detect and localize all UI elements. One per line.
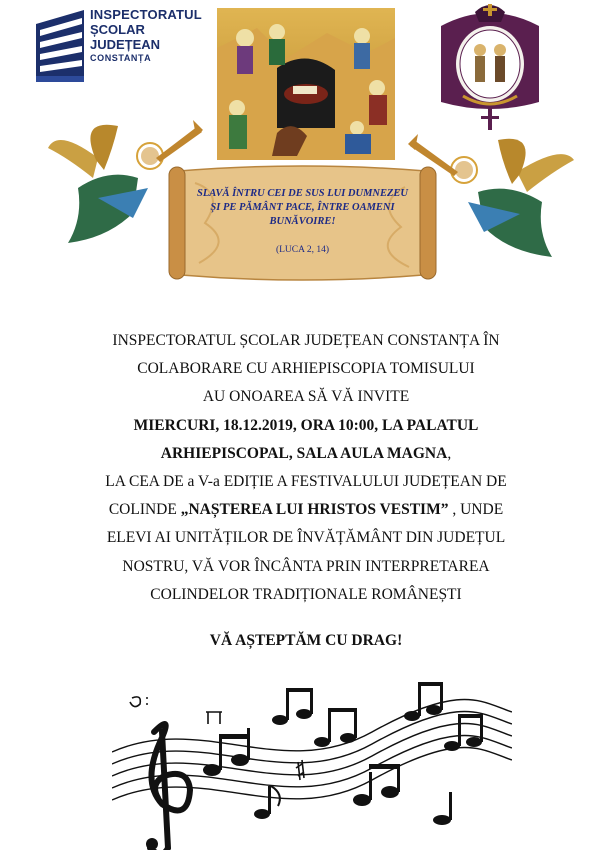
isj-logo-line2: ȘCOLAR (90, 22, 145, 37)
invitation-text (40, 327, 572, 609)
festival-title: „NAȘTEREA LUI HRISTOS VESTIM” (180, 501, 449, 519)
venue-comma: , (447, 444, 452, 462)
invitation-line: AU ONOAREA SĂ VĂ INVITE (202, 388, 410, 406)
isj-logo-line4: CONSTANȚA (90, 53, 152, 63)
invitation-festival-line (40, 496, 572, 524)
event-date: MIERCURI, 18.12.2019, ORA 10:00, LA PALATUL (133, 416, 479, 434)
event-venue: ARHIEPISCOPAL, SALA AULA MAGNA (160, 444, 448, 462)
scroll-verse: SLAVĂ ÎNTRU CEI DE SUS LUI DUMNEZEU ȘI PE PĂMÂNT PACE, ÎNTRE OAMENI BUNĂVOIRE! (196, 188, 408, 227)
invitation-line: NOSTRU, VĂ VOR ÎNCÂNTA PRIN INTERPRETAREA (122, 557, 490, 575)
invitation-line: INSPECTORATUL ȘCOLAR JUDEȚEAN CONSTANȚA ÎN (112, 332, 500, 349)
isj-logo-mark-icon (32, 10, 88, 82)
isj-logo (32, 4, 232, 82)
invitation-line: LA CEA DE a V-a EDIȚIE A FESTIVALULUI JUDEȚEAN DE (105, 473, 507, 491)
invitation-date-line (40, 412, 572, 440)
invitation-line: COLINDELOR TRADIȚIONALE ROMÂNEȘTI (150, 585, 462, 603)
festival-prefix: COLINDE (108, 501, 181, 519)
verse-scroll (165, 163, 440, 283)
invitation-line: COLABORARE CU ARHIEPISCOPIA TOMISULUI (137, 360, 475, 378)
archdiocese-crest-icon (435, 4, 545, 132)
music-notes-icon (112, 672, 512, 850)
closing-line: VĂ AȘTEPTĂM CU DRAG! (209, 632, 403, 649)
isj-logo-line1: INSPECTORATUL (90, 7, 202, 22)
invitation-venue-line (40, 440, 572, 468)
isj-logo-line3: JUDEȚEAN (90, 37, 161, 52)
festival-suffix: , UNDE (448, 501, 504, 519)
scroll-reference: (LUCA 2, 14) (275, 245, 330, 255)
invitation-line: ELEVI AI UNITĂȚILOR DE ÎNVĂȚĂMÂNT DIN JUDEȚUL (106, 529, 506, 547)
nativity-icon (217, 8, 395, 160)
